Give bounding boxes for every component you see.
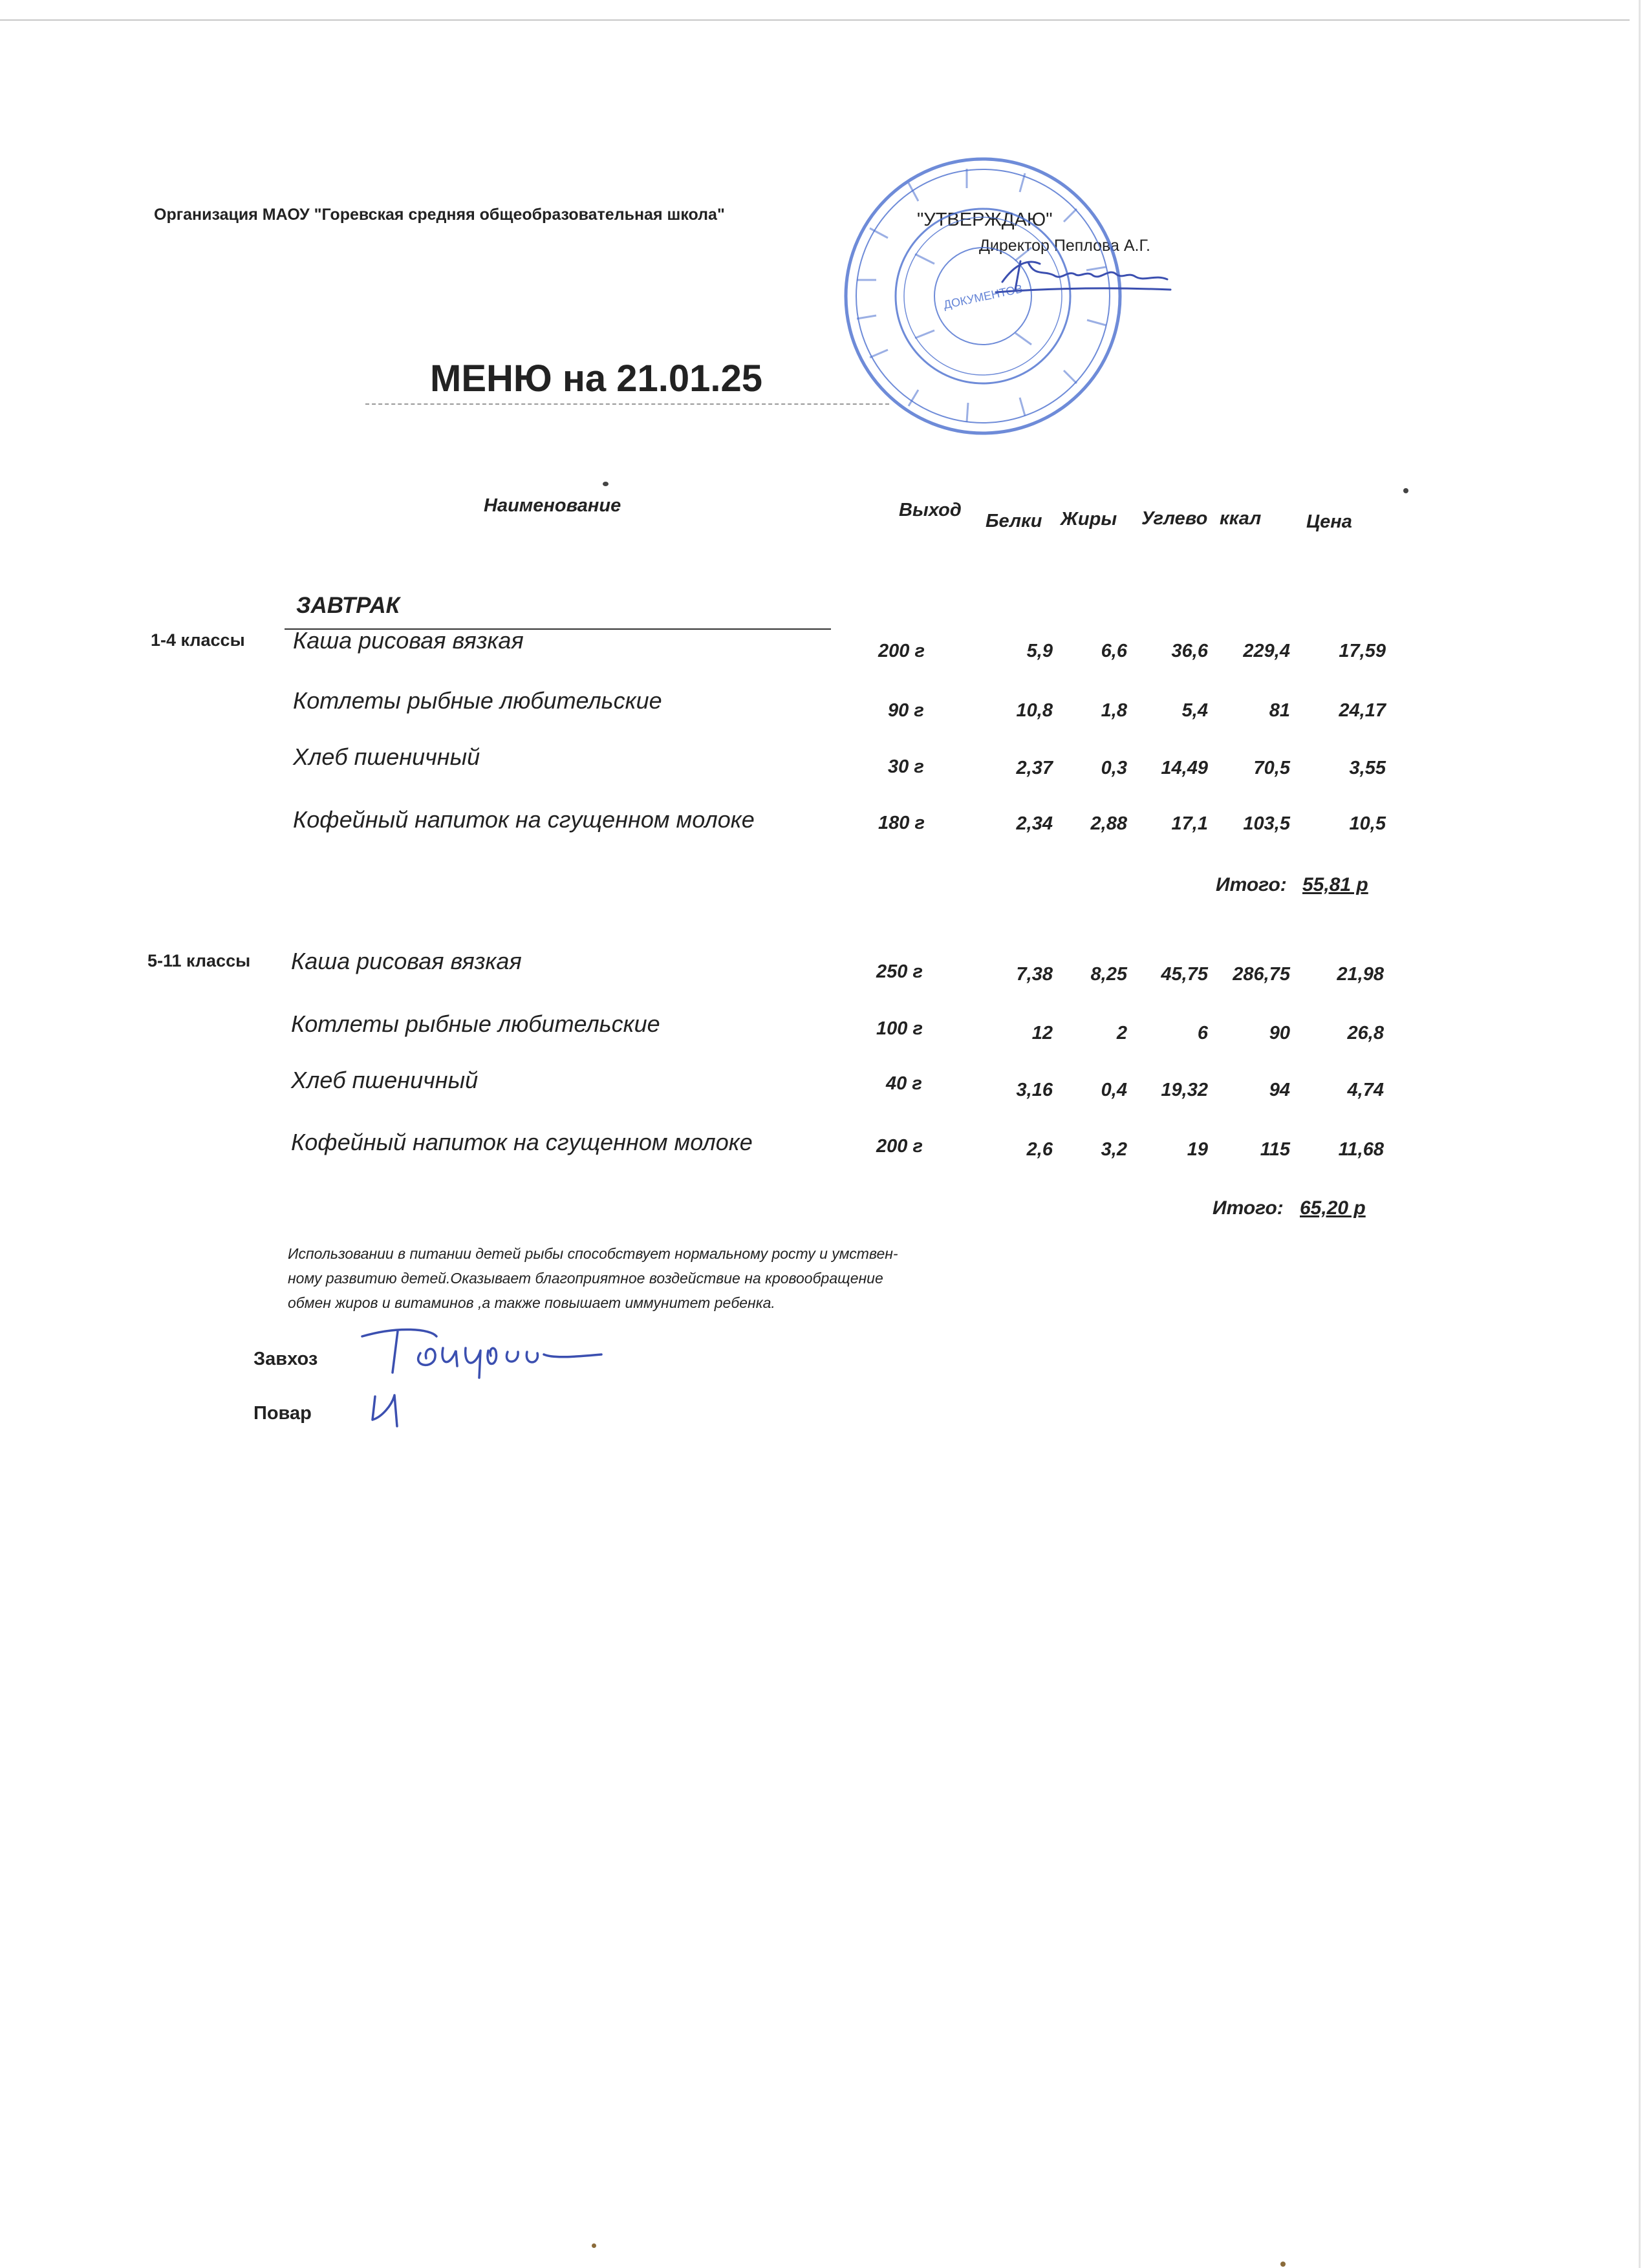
dish-name: Кофейный напиток на сгущенном молоке bbox=[293, 806, 755, 833]
dish-proteins: 3,16 bbox=[1016, 1080, 1053, 1100]
col-header-price: Цена bbox=[1306, 511, 1352, 532]
dish-fats: 8,25 bbox=[1090, 964, 1127, 985]
dish-price: 3,55 bbox=[1349, 758, 1386, 778]
dish-output: 200 г bbox=[876, 1136, 923, 1157]
dish-fats: 2,88 bbox=[1090, 813, 1127, 834]
cook-signature bbox=[369, 1390, 420, 1429]
stamp-center-text: ДОКУМЕНТОВ bbox=[942, 282, 1024, 312]
dish-name: Хлеб пшеничный bbox=[291, 1067, 479, 1093]
dish-proteins: 5,9 bbox=[1026, 641, 1053, 661]
director-signature bbox=[989, 251, 1177, 297]
scan-speck bbox=[592, 2243, 596, 2248]
dish-fats: 6,6 bbox=[1101, 641, 1127, 661]
note-line: ному развитию детей.Оказывает благоприятное воздействие на кровообращение bbox=[288, 1270, 883, 1287]
director-label: Директор Пеплова А.Г. bbox=[979, 237, 1150, 255]
dish-name: Котлеты рыбные любительские bbox=[291, 1011, 660, 1037]
dish-kcal: 229,4 bbox=[1243, 641, 1290, 661]
dish-output: 40 г bbox=[886, 1073, 922, 1094]
dish-carbs: 19 bbox=[1187, 1139, 1208, 1160]
page-title: МЕНЮ на 21.01.25 bbox=[430, 358, 762, 400]
dish-output: 30 г bbox=[888, 756, 924, 777]
dish-price: 21,98 bbox=[1337, 964, 1384, 985]
scan-top-edge bbox=[0, 19, 1630, 21]
grade-label: 5-11 классы bbox=[147, 951, 251, 970]
dish-carbs: 36,6 bbox=[1171, 641, 1208, 661]
scan-speck bbox=[603, 482, 609, 486]
scan-speck bbox=[1403, 488, 1408, 493]
storekeeper-signature bbox=[359, 1322, 605, 1380]
dish-price: 4,74 bbox=[1347, 1080, 1384, 1100]
col-header-output: Выход bbox=[899, 500, 962, 520]
dish-name: Хлеб пшеничный bbox=[293, 744, 480, 770]
meal-title: ЗАВТРАК bbox=[296, 593, 400, 618]
dish-kcal: 286,75 bbox=[1233, 964, 1290, 985]
dish-price: 24,17 bbox=[1339, 700, 1386, 721]
dish-kcal: 103,5 bbox=[1243, 813, 1290, 834]
total-label: Итого: bbox=[1212, 1197, 1284, 1219]
col-header-kcal: ккал bbox=[1220, 508, 1262, 529]
dish-price: 17,59 bbox=[1339, 641, 1386, 661]
dish-kcal: 94 bbox=[1269, 1080, 1290, 1100]
cook-label: Повар bbox=[253, 1403, 312, 1424]
storekeeper-label: Завхоз bbox=[253, 1349, 318, 1369]
dish-output: 100 г bbox=[876, 1018, 923, 1039]
dish-name: Кофейный напиток на сгущенном молоке bbox=[291, 1129, 753, 1155]
dish-fats: 0,4 bbox=[1101, 1080, 1127, 1100]
dish-price: 10,5 bbox=[1349, 813, 1386, 834]
scan-right-edge bbox=[1639, 0, 1641, 2268]
dish-kcal: 81 bbox=[1269, 700, 1290, 721]
dish-fats: 0,3 bbox=[1101, 758, 1127, 778]
dish-output: 250 г bbox=[876, 961, 923, 982]
dish-fats: 1,8 bbox=[1101, 700, 1127, 721]
dish-fats: 3,2 bbox=[1101, 1139, 1127, 1160]
grade-label: 1-4 классы bbox=[151, 630, 245, 650]
dish-carbs: 17,1 bbox=[1171, 813, 1208, 834]
col-header-proteins: Белки bbox=[986, 511, 1042, 531]
dish-kcal: 90 bbox=[1269, 1023, 1290, 1043]
note-line: обмен жиров и витаминов ,а также повышает иммунитет ребенка. bbox=[288, 1294, 775, 1311]
col-header-name: Наименование bbox=[484, 495, 621, 516]
dish-price: 26,8 bbox=[1347, 1023, 1384, 1043]
scan-speck bbox=[1280, 2262, 1286, 2267]
dish-carbs: 19,32 bbox=[1161, 1080, 1208, 1100]
col-header-fats: Жиры bbox=[1061, 509, 1117, 530]
dish-proteins: 7,38 bbox=[1016, 964, 1053, 985]
title-underline bbox=[365, 403, 889, 405]
organization-line: Организация МАОУ "Горевская средняя общеобразовательная школа" bbox=[154, 206, 725, 224]
col-header-carbs: Углево bbox=[1141, 508, 1208, 529]
dish-proteins: 10,8 bbox=[1016, 700, 1053, 721]
dish-output: 180 г bbox=[878, 813, 925, 833]
dish-output: 90 г bbox=[888, 700, 924, 721]
dish-output: 200 г bbox=[878, 641, 925, 661]
dish-carbs: 5,4 bbox=[1181, 700, 1208, 721]
dish-kcal: 115 bbox=[1260, 1139, 1290, 1160]
dish-name: Каша рисовая вязкая bbox=[291, 948, 522, 974]
dish-proteins: 2,6 bbox=[1026, 1139, 1053, 1160]
dish-price: 11,68 bbox=[1338, 1139, 1384, 1160]
dish-name: Котлеты рыбные любительские bbox=[293, 687, 662, 714]
nutrition-note bbox=[288, 1241, 1064, 1315]
approve-label: "УТВЕРЖДАЮ" bbox=[917, 209, 1053, 230]
dish-carbs: 45,75 bbox=[1161, 964, 1208, 985]
dish-proteins: 2,37 bbox=[1016, 758, 1053, 778]
dish-proteins: 2,34 bbox=[1016, 813, 1053, 834]
dish-carbs: 14,49 bbox=[1161, 758, 1208, 778]
total-value: 65,20 р bbox=[1300, 1197, 1366, 1219]
total-label: Итого: bbox=[1216, 874, 1287, 895]
dish-proteins: 12 bbox=[1031, 1023, 1053, 1043]
total-value: 55,81 р bbox=[1302, 874, 1368, 895]
dish-kcal: 70,5 bbox=[1253, 758, 1290, 778]
dish-carbs: 6 bbox=[1197, 1023, 1208, 1043]
dish-name: Каша рисовая вязкая bbox=[293, 627, 524, 654]
dish-fats: 2 bbox=[1116, 1023, 1127, 1043]
note-line: Использовании в питании детей рыбы способствует нормальному росту и умствен- bbox=[288, 1245, 898, 1262]
